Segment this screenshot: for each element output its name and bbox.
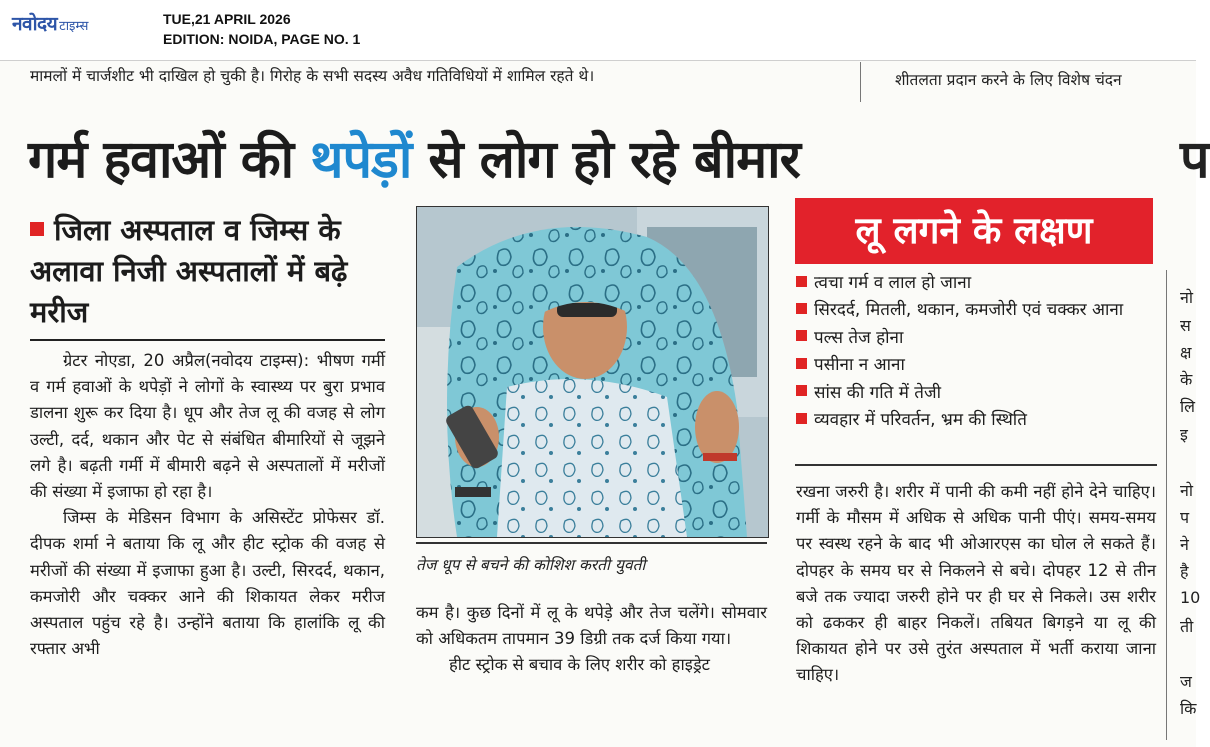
right-edge-fragment: लि (1180, 397, 1195, 416)
newspaper-logo[interactable] (12, 10, 88, 36)
red-bullet-icon (796, 276, 807, 287)
right-edge-fragment: के (1180, 370, 1193, 389)
right-edge-fragment: स (1180, 316, 1191, 335)
caption-rule (416, 542, 767, 544)
symptom-text: त्वचा गर्म व लाल हो जाना (814, 273, 972, 293)
symptom-text: पसीना न आना (814, 355, 905, 376)
photo-caption: तेज धूप से बचने की कोशिश करती युवती (416, 556, 646, 574)
col2-paragraph-1: कम है। कुछ दिनों में लू के थपेड़े और तेज चलेंगे। सोमवार को अधिकतम तापमान 39 डिग्री तक दर्ज किया गया। (416, 603, 767, 649)
right-edge-fragment: ने (1180, 535, 1189, 554)
headline-part-2: से लोग हो रहे बीमार (411, 130, 800, 190)
right-edge-fragment: ज (1180, 672, 1192, 691)
symptoms-list (796, 270, 1156, 434)
edition-date: TUE,21 APRIL 2026 (163, 11, 291, 27)
symptom-item (796, 297, 1156, 324)
headline-highlight: थपेड़ों (310, 130, 412, 190)
article-column-3 (796, 479, 1156, 689)
red-bullet-icon (796, 330, 807, 341)
symptoms-rule (795, 464, 1157, 466)
red-bullet-icon (796, 358, 807, 369)
subheadline-text: जिला अस्पताल व जिम्स के अलावा निजी अस्पतालों में बढ़े मरीज (30, 213, 348, 329)
article-photo[interactable] (416, 206, 769, 538)
symptom-item (796, 325, 1156, 352)
symptom-item (796, 407, 1156, 434)
top-bar (0, 0, 1196, 61)
symptom-text: सिरदर्द, मितली, थकान, कमजोरी एवं चक्कर आना (814, 300, 1124, 321)
right-edge-fragment: नो (1180, 288, 1194, 307)
red-bullet-icon (796, 385, 807, 396)
article-column-2 (416, 600, 767, 679)
red-bullet-icon (796, 303, 807, 314)
right-edge-fragment: है (1180, 562, 1189, 581)
symptom-item (796, 270, 1156, 297)
col1-paragraph-1: ग्रेटर नोएडा, 20 अप्रैल(नवोदय टाइम्स): भीषण गर्मी व गर्म हवाओं के थपेड़ों ने लोगों के स्वास्थ्य पर बुरा प्रभाव डालना शुरू कर दिया है। धूप और तेज लू की वजह से लोग उल्टी, दर्द, थकान और पेट से संबंधित बीमारियों से जूझने लगे है। बढ़ती गर्मी में बीमारी बढ़ने से अस्पतालों में मरीजों की संख्या में इजाफा हो रहा है। (30, 351, 385, 502)
woman-covering-head-image (417, 207, 768, 537)
right-edge-fragment: प (1180, 508, 1190, 527)
col2-paragraph-2: हीट स्ट्रोक से बचाव के लिए शरीर को हाइड्रेट (449, 655, 710, 675)
adjacent-article-line: शीतलता प्रदान करने के लिए विशेष चंदन (895, 71, 1122, 89)
right-edge-fragment: ती (1180, 617, 1194, 636)
edition-page: EDITION: NOIDA, PAGE NO. 1 (163, 31, 361, 47)
subheadline (30, 210, 385, 333)
right-edge-fragment: 10 (1180, 588, 1201, 607)
previous-article-line: मामलों में चार्जशीट भी दाखिल हो चुकी है। गिरोह के सभी सदस्य अवैध गतिविधियों में शामिल रहते थे। (30, 67, 595, 85)
edition-info (163, 9, 360, 49)
right-edge-fragment: क्ष (1180, 343, 1192, 362)
logo-sub-text: टाइम्स (59, 19, 89, 34)
column-divider (860, 62, 861, 102)
subhead-rule (30, 339, 385, 341)
symptoms-title: लू लगने के लक्षण (795, 198, 1153, 264)
article-column-1 (30, 348, 385, 662)
red-square-icon (30, 222, 44, 236)
symptom-text: सांस की गति में तेजी (814, 382, 941, 403)
right-edge-fragment: नो (1180, 481, 1194, 500)
right-edge-fragment: इ (1180, 425, 1188, 444)
right-column-divider (1166, 270, 1167, 740)
right-edge-fragment: कि (1180, 699, 1197, 718)
col1-paragraph-2: जिम्स के मेडिसन विभाग के असिस्टेंट प्रोफेसर डॉ. दीपक शर्मा ने बताया कि लू और हीट स्ट्रोक की वजह से मरीजों की संख्या में इजाफा हुआ है। उल्टी, सिरदर्द, थकान, कमजोरी और चक्कर आने की शिकायत लेकर मरीज अस्पताल पहुंच रहे है। उन्होंने बताया कि हालांकि लू की रफ्तार अभी (30, 508, 385, 659)
main-headline (28, 122, 800, 193)
symptom-item (796, 352, 1156, 379)
symptom-text: पल्स तेज होना (814, 327, 904, 348)
right-headline-fragment: प (1180, 130, 1210, 190)
col3-paragraph-1: रखना जरुरी है। शरीर में पानी की कमी नहीं होने देने चाहिए। गर्मी के मौसम में अधिक से अधिक पानी पीएं। समय-समय पर स्वस्थ रहने के बाद भी ओआरएस का घोल ले सकते हैं। दोपहर के समय घर से निकलने से बचे। दोपहर 12 से तीन बजे तक ज्यादा जरुरी होने पर ही घर से निकले। उस शरीर को ढककर ही बाहर निकलें। तबियत बिगड़ने या लू की शिकायत होने पर उसे तुरंत अस्पताल में भर्ती कराया जाना चाहिए। (796, 482, 1156, 685)
logo-main-text: नवोदय (12, 13, 58, 35)
headline-part-1: गर्म हवाओं की (28, 130, 311, 190)
symptom-text: व्यवहार में परिवर्तन, भ्रम की स्थिति (814, 410, 1027, 431)
red-bullet-icon (796, 413, 807, 424)
symptom-item (796, 380, 1156, 407)
